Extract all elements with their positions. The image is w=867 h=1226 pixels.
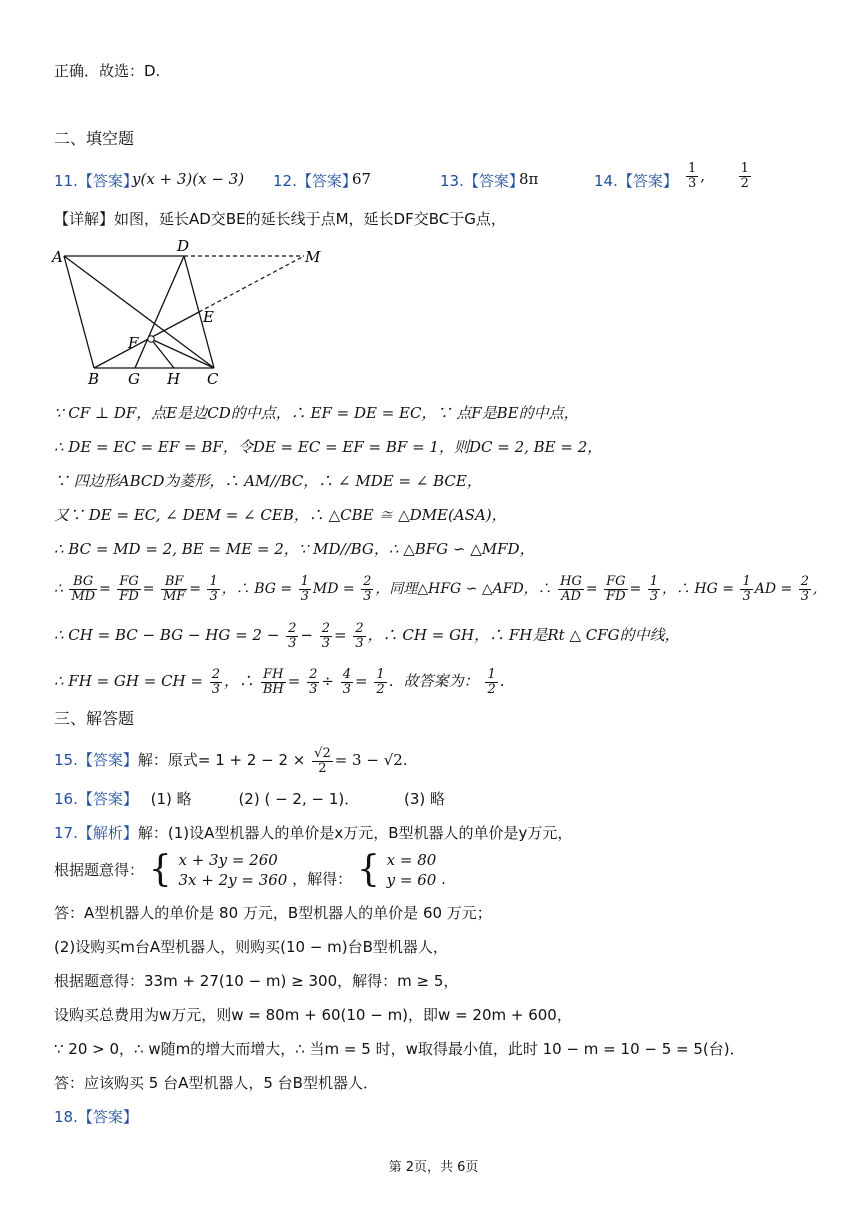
answer-12-value: 67 <box>352 170 372 188</box>
label-E: E <box>203 308 214 326</box>
label-A: A <box>52 248 63 266</box>
previous-answer-line: 正确．故选：D. <box>54 62 161 80</box>
proof-line-3: ∵ 四边形ABCD为菱形，∴ AM//BC，∴ ∠ MDE = ∠ BCE， <box>54 472 482 490</box>
proof-line-4: 又∵ DE = EC, ∠ DEM = ∠ CEB，∴ △CBE ≅ △DME(ASA)， <box>54 506 507 524</box>
q17-line-1: 17.【解析】解：(1)设A型机器人的单价是x万元，B型机器人的单价是y万元， <box>54 824 573 842</box>
q17-line-8: 答：应该购买 5 台A型机器人，5 台B型机器人． <box>54 1074 378 1092</box>
answer-12-label: 12.【答案】 <box>273 172 357 190</box>
q17-system-line: 根据题意得： { x + 3y = 260 3x + 2y = 360 ，解得： { x = 80 y = 60 . <box>54 849 446 890</box>
q17-line-3: 答：A型机器人的单价是 80 万元，B型机器人的单价是 60 万元； <box>54 904 492 922</box>
q18-label: 18.【答案】 <box>54 1108 138 1126</box>
q15-line: 15.【答案】解：原式= 1 + 2 − 2 × $\frac{√2}{2}$ = 3 − √2. <box>54 745 408 776</box>
label-M: M <box>305 248 321 266</box>
q16-line: 16.【答案】 (1) 略 (2) ( − 2, − 1)． (3) 略 <box>54 790 446 808</box>
label-B: B <box>88 370 100 388</box>
q17-line-4: (2)设购买m台A型机器人，则购买(10 − m)台B型机器人， <box>54 938 448 956</box>
answer-14-value: $\frac{1}{3}$ , $\frac{1}{2}$ <box>688 161 749 191</box>
label-F: F <box>128 334 139 352</box>
q17-line-6: 设购买总费用为w万元，则w = 80m + 60(10 − m)，即w = 20m + 600， <box>54 1006 572 1024</box>
proof-line-7: ∴ CH = BC − BG − HG = 2 − $\frac{2}{3}$ − $\frac{2}{3}$ = $\frac{2}{3}$ ，∴ CH = GH，∴ FH是Rt △ CFG的中线， <box>54 620 680 651</box>
label-D: D <box>177 238 190 255</box>
answer-13-label: 13.【答案】 <box>440 172 524 190</box>
label-C: C <box>207 370 219 388</box>
proof-line-1: ∵ CF ⊥ DF，点E是边CD的中点，∴ EF = DE = EC，∵ 点F是BE的中点， <box>54 404 579 422</box>
proof-line-8: ∴ FH = GH = CH = $\frac{2}{3}$ ，∴ $\frac{FH}{BH}$ = $\frac{2}{3}$ ÷ $\frac{4}{3}$ = $\frac{1}{2}$ ．故答案为： $\frac{1}{2}$ . <box>54 666 505 697</box>
q17-line-7: ∵ 20 > 0，∴ w随m的增大而增大，∴ 当m = 5 时，w取得最小值，此时 10 − m = 10 − 5 = 5(台)． <box>54 1040 745 1058</box>
proof-line-5: ∴ BC = MD = 2, BE = ME = 2，∵ MD//BG，∴ △BFG ∽ △MFD， <box>54 540 535 558</box>
proof-line-6: ∴ $\frac{BG}{MD}$ = $\frac{FG}{FD}$ = $\frac{BF}{MF}$ = $\frac{1}{3}$ ，∴ BG = $\frac{1}{3}$ MD = $\frac{2}{3}$ ，同理△HFG ∽ △AFD，∴ $\frac{HG}{AD}$ = $\frac{FG}{FD}$ = $\frac{1}{3}$ ，∴ HG = $\frac{1}{3}$ AD = $\frac{2}{3}$ , <box>54 573 818 604</box>
label-G: G <box>128 370 140 388</box>
answer-14-label: 14.【答案】 <box>594 172 678 190</box>
section-heading-solve: 三、解答题 <box>54 709 135 728</box>
answer-11-value: y(x + 3)(x − 3) <box>132 170 245 188</box>
answer-11-label: 11.【答案】 <box>54 172 138 190</box>
section-heading-fill-blank: 二、填空题 <box>54 129 135 148</box>
answer-13-value: 8π <box>519 170 539 188</box>
q17-line-5: 根据题意得：33m + 27(10 − m) ≥ 300，解得：m ≥ 5， <box>54 972 459 990</box>
proof-line-2: ∴ DE = EC = EF = BF，令DE = EC = EF = BF = 1，则DC = 2, BE = 2， <box>54 438 603 456</box>
label-H: H <box>167 370 181 388</box>
page-footer: 第 2页，共 6页 <box>388 1160 479 1175</box>
geometry-figure <box>48 238 338 390</box>
detail-intro: 【详解】如图，延长AD交BE的延长线于点M，延长DF交BC于G点， <box>54 210 506 228</box>
